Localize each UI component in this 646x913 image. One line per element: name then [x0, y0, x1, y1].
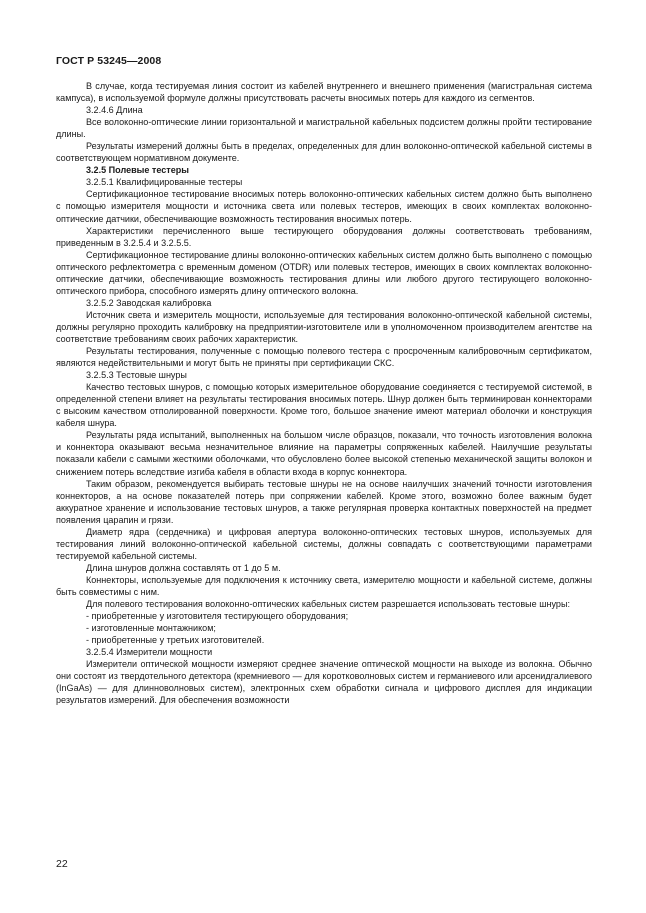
paragraph: Характеристики перечисленного выше тестирующего оборудования должны соответствовать требованиям, приведенным в 3.2.5.4 и 3.2.5.5.	[56, 225, 592, 248]
paragraph: В случае, когда тестируемая линия состоит из кабелей внутреннего и внешнего применения (магистральная система кампуса), в используемой формуле должны присутствовать расчеты вносимых потерь для каждого из сегментов.	[56, 81, 592, 104]
paragraph: Результаты ряда испытаний, выполненных на большом числе образцов, показали, что точность изготовления волокна и коннектора оказывают весьма незначительное влияние на параметры сопряженных кабелей. Наилучшие результаты показали кабели с самыми жесткими оболочками, что обусловлено более высокой степенью механической защиты волокон и снижением потерь вследствие изгиба кабеля в области входа в корпус коннектора.	[56, 430, 592, 477]
paragraph: 3.2.4.6 Длина	[86, 105, 143, 116]
paragraph: Сертификационное тестирование вносимых потерь волоконно-оптических кабельных систем должно быть выполнено с помощью измерителя мощности и источника света или полевых тестеров, имеющих в своих комплектах волоконно-оптические датчики, обеспечивающие возможность тестирования вносимых потерь.	[56, 189, 592, 224]
paragraph: Диаметр ядра (сердечника) и цифровая апертура волоконно-оптических тестовых шнуров, используемых для тестирования линий волоконно-оптической кабельной системы, должны совпадать с соответствующими параметрами тестируемой кабельной системы.	[56, 526, 592, 561]
paragraph: 3.2.5.4 Измерители мощности	[86, 647, 213, 658]
paragraph: Качество тестовых шнуров, с помощью которых измерительное оборудование соединяется с тестируемой системой, в определенной степени влияет на результаты тестирования вносимых потерь. Шнур должен быть терминирован коннекторами с высоким качеством отполированной поверхности. Кроме того, большое значение имеют материал оболочки и конструкция кабеля шнура.	[56, 382, 592, 429]
list-item: - приобретенные у третьих изготовителей.	[86, 635, 265, 646]
paragraph: 3.2.5.3 Тестовые шнуры	[86, 370, 187, 381]
paragraph: Результаты тестирования, полученные с помощью полевого тестера с просроченным калибровочным сертификатом, являются недействительными и могут быть не приняты при сертификации СКС.	[56, 346, 592, 369]
paragraph: Источник света и измеритель мощности, используемые для тестирования волоконно-оптической кабельной системы, должны регулярно проходить калибровку на предприятии-изготовителе или в уполномоченном производителем агентстве на соответствие требованиям своих рабочих характеристик.	[56, 309, 592, 344]
document-header: ГОСТ Р 53245—2008	[56, 55, 162, 67]
paragraph: Коннекторы, используемые для подключения к источнику света, измерителю мощности и кабельной системе, должны быть совместимы с ним.	[56, 574, 592, 597]
paragraph: Таким образом, рекомендуется выбирать тестовые шнуры не на основе наилучших значений точности изготовления коннекторов, а на основе показателей потерь при сопряжении кабелей. Кроме этого, возможно более важным будет аккуратное хранение и использование тестовых шнуров, а также регулярная проверка контактных поверхностей на предмет появления царапин и грязи.	[56, 478, 592, 525]
paragraph: Все волоконно-оптические линии горизонтальной и магистральной кабельных подсистем должны пройти тестирование длины.	[56, 117, 592, 140]
document-body	[56, 80, 592, 706]
paragraph: Измерители оптической мощности измеряют среднее значение оптической мощности на выходе из волокна. Обычно они состоят из твердотельного детектора (кремниевого — для коротковолновых систем и германиевого или арсенидгалиевого (InGaAs) — для длинноволновых систем), электронных схем обработки сигнала и цифрового дисплея для индикации результатов измерений. Для обеспечения возможности	[56, 659, 592, 706]
paragraph: Для полевого тестирования волоконно-оптических кабельных систем разрешается использовать тестовые шнуры:	[86, 599, 570, 610]
page-number: 22	[56, 858, 68, 870]
list-item: - изготовленные монтажником;	[86, 623, 216, 634]
paragraph: 3.2.5.2 Заводская калибровка	[86, 297, 212, 308]
paragraph: Результаты измерений должны быть в пределах, определенных для длин волоконно-оптической кабельной системы в соответствующем нормативном документе.	[56, 141, 592, 164]
paragraph: Сертификационное тестирование длины волоконно-оптических кабельных систем должно быть выполнено с помощью оптического рефлектометра с временным доменом (OTDR) или полевых тестеров, имеющих в своих комплектах волоконно-оптические датчики, обеспечивающие возможность тестирования длины или любого другого тестирующего волоконно-оптического прибора, способного измерять длину оптического волокна.	[56, 249, 592, 296]
paragraph: Длина шнуров должна составлять от 1 до 5 м.	[86, 562, 281, 573]
list-item: - приобретенные у изготовителя тестирующего оборудования;	[86, 611, 349, 622]
section-heading: 3.2.5 Полевые тестеры	[86, 165, 190, 176]
paragraph: 3.2.5.1 Квалифицированные тестеры	[86, 177, 243, 188]
